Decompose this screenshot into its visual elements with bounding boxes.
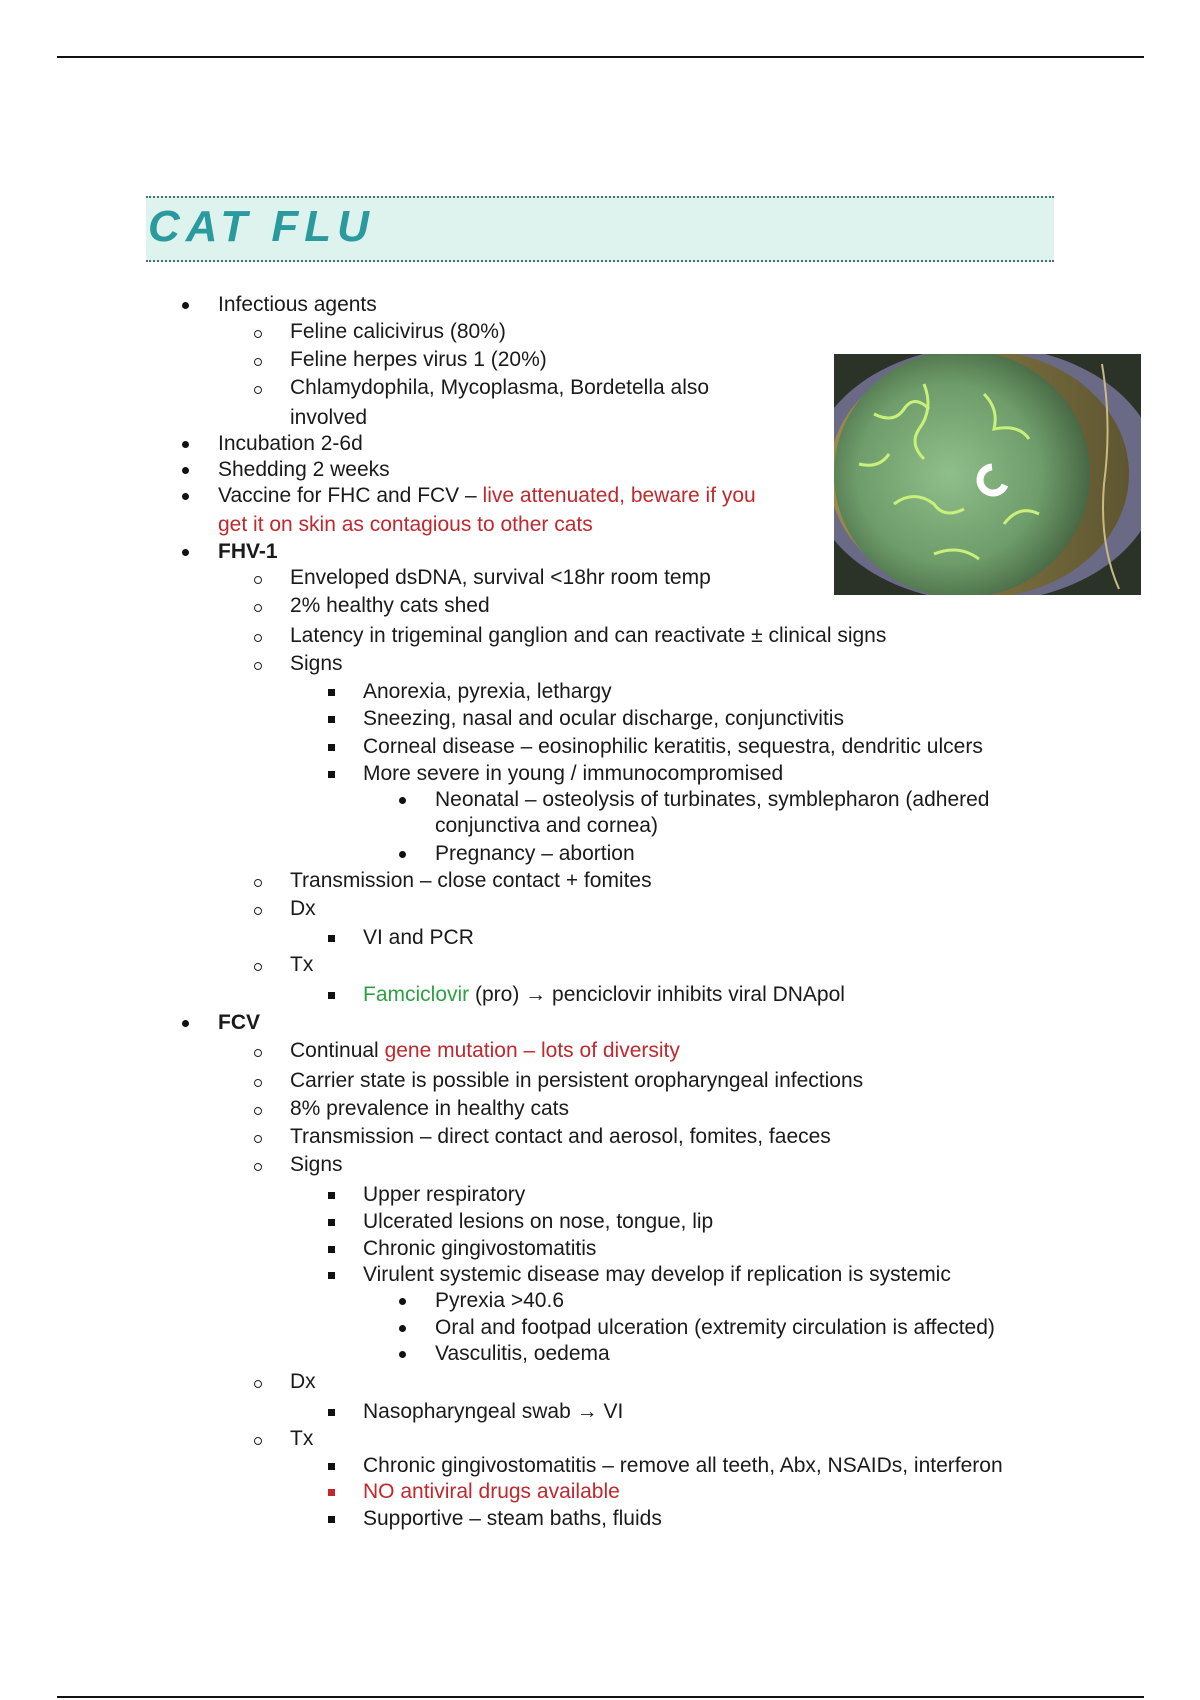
fhv-healthy-shed: 2% healthy cats shed: [290, 594, 490, 617]
bullet: [182, 549, 189, 556]
fhv-neonatal-continuation: conjunctiva and cornea): [435, 814, 658, 837]
vaccine-warning-continuation: get it on skin as contagious to other cats: [218, 513, 593, 536]
bullet: [328, 771, 335, 778]
fcv-prevalence: 8% prevalence in healthy cats: [290, 1097, 569, 1120]
fhv-enveloped: Enveloped dsDNA, survival <18hr room temp: [290, 566, 711, 589]
fhv-sign: Anorexia, pyrexia, lethargy: [363, 680, 612, 703]
bullet: [254, 1437, 262, 1445]
agent-item: Feline calicivirus (80%): [290, 320, 506, 343]
fcv-tx-label: Tx: [290, 1427, 314, 1450]
fhv-dx: VI and PCR: [363, 926, 474, 949]
agent-item-continuation: involved: [290, 406, 368, 429]
bullet: [328, 1272, 335, 1279]
fcv-signs-label: Signs: [290, 1153, 343, 1176]
bullet: [399, 1351, 406, 1358]
fcv-mutation-line: [290, 1038, 680, 1064]
fhv-heading: FHV-1: [218, 540, 278, 563]
fcv-mutation-text: Continual: [290, 1039, 385, 1062]
bullet: [328, 992, 335, 999]
fcv-sign: Upper respiratory: [363, 1183, 526, 1206]
agent-item: Chlamydophila, Mycoplasma, Bordetella also: [290, 376, 710, 399]
bullet: [182, 493, 189, 500]
bullet: [254, 576, 262, 584]
fcv-dx: Nasopharyngeal swab → VI: [363, 1400, 624, 1423]
bullet: [328, 1219, 335, 1226]
fcv-systemic: Vasculitis, oedema: [435, 1342, 610, 1365]
bullet: [254, 1135, 262, 1143]
bullet: [328, 1516, 335, 1523]
vaccine-text: Vaccine for FHC and FCV –: [218, 484, 483, 507]
fhv-tx-drug: Famciclovir: [363, 983, 470, 1006]
incubation: Incubation 2-6d: [218, 432, 363, 455]
fhv-latency: Latency in trigeminal ganglion and can reactivate ± clinical signs: [290, 624, 887, 647]
bullet: [254, 386, 262, 394]
shedding: Shedding 2 weeks: [218, 458, 390, 481]
fhv-sign: Corneal disease – eosinophilic keratitis, sequestra, dendritic ulcers: [363, 735, 983, 758]
fcv-mutation-highlight: gene mutation – lots of diversity: [384, 1039, 680, 1062]
bullet: [254, 1049, 262, 1057]
bullet: [182, 302, 189, 309]
corneal-ulcer-image: [834, 354, 1141, 595]
bullet: [254, 1107, 262, 1115]
bullet: [399, 851, 406, 858]
bullet: [328, 716, 335, 723]
fhv-sign: Sneezing, nasal and ocular discharge, conjunctivitis: [363, 707, 844, 730]
fhv-tx-line: [363, 982, 845, 1008]
bullet: [254, 604, 262, 612]
fhv-tx-label: Tx: [290, 953, 314, 976]
fhv-sign: More severe in young / immunocompromised: [363, 762, 784, 785]
bullet: [328, 935, 335, 942]
agents-label: Infectious agents: [218, 293, 377, 316]
bullet: [328, 689, 335, 696]
bullet: [182, 467, 189, 474]
bullet: [328, 1489, 335, 1496]
bullet: [328, 1192, 335, 1199]
bullet: [254, 662, 262, 670]
vaccine-warning: live attenuated, beware if you: [482, 484, 756, 507]
fcv-heading: FCV: [218, 1011, 260, 1034]
fcv-systemic: Pyrexia >40.6: [435, 1289, 564, 1312]
bullet: [182, 441, 189, 448]
bullet: [254, 879, 262, 887]
fcv-carrier: Carrier state is possible in persistent oropharyngeal infections: [290, 1069, 864, 1092]
fhv-signs-label: Signs: [290, 652, 343, 675]
bullet: [254, 963, 262, 971]
fcv-tx-warning: NO antiviral drugs available: [363, 1480, 620, 1503]
bullet: [328, 744, 335, 751]
bullet: [254, 907, 262, 915]
bullet: [328, 1246, 335, 1253]
agent-item: Feline herpes virus 1 (20%): [290, 348, 547, 371]
fhv-neonatal: Neonatal – osteolysis of turbinates, symblepharon (adhered: [435, 788, 990, 811]
fhv-transmission: Transmission – close contact + fomites: [290, 869, 652, 892]
vaccine-line: [218, 483, 756, 509]
fcv-tx: Supportive – steam baths, fluids: [363, 1507, 662, 1530]
footer-rule: [57, 1696, 1144, 1698]
bullet: [254, 634, 262, 642]
bullet: [254, 1079, 262, 1087]
fcv-dx-label: Dx: [290, 1370, 316, 1393]
fhv-dx-label: Dx: [290, 897, 316, 920]
bullet: [254, 330, 262, 338]
bullet: [399, 1325, 406, 1332]
fcv-sign: Virulent systemic disease may develop if replication is systemic: [363, 1263, 951, 1286]
page-title: CAT FLU: [148, 202, 375, 251]
bullet: [328, 1409, 335, 1416]
fcv-transmission: Transmission – direct contact and aerosol, fomites, faeces: [290, 1125, 831, 1148]
title-banner: [146, 196, 1054, 262]
bullet: [399, 1298, 406, 1305]
fcv-systemic: Oral and footpad ulceration (extremity circulation is affected): [435, 1316, 995, 1339]
fhv-pregnancy: Pregnancy – abortion: [435, 842, 635, 865]
fhv-tx-text: (pro) → penciclovir inhibits viral DNApol: [469, 983, 845, 1006]
bullet: [328, 1463, 335, 1470]
bullet: [182, 1020, 189, 1027]
fcv-tx: Chronic gingivostomatitis – remove all teeth, Abx, NSAIDs, interferon: [363, 1454, 1003, 1477]
bullet: [254, 1380, 262, 1388]
bullet: [254, 1163, 262, 1171]
fcv-sign: Chronic gingivostomatitis: [363, 1237, 597, 1260]
fcv-sign: Ulcerated lesions on nose, tongue, lip: [363, 1210, 714, 1233]
header-rule: [57, 56, 1144, 58]
bullet: [254, 358, 262, 366]
bullet: [399, 797, 406, 804]
eye-illustration: [834, 354, 1141, 595]
